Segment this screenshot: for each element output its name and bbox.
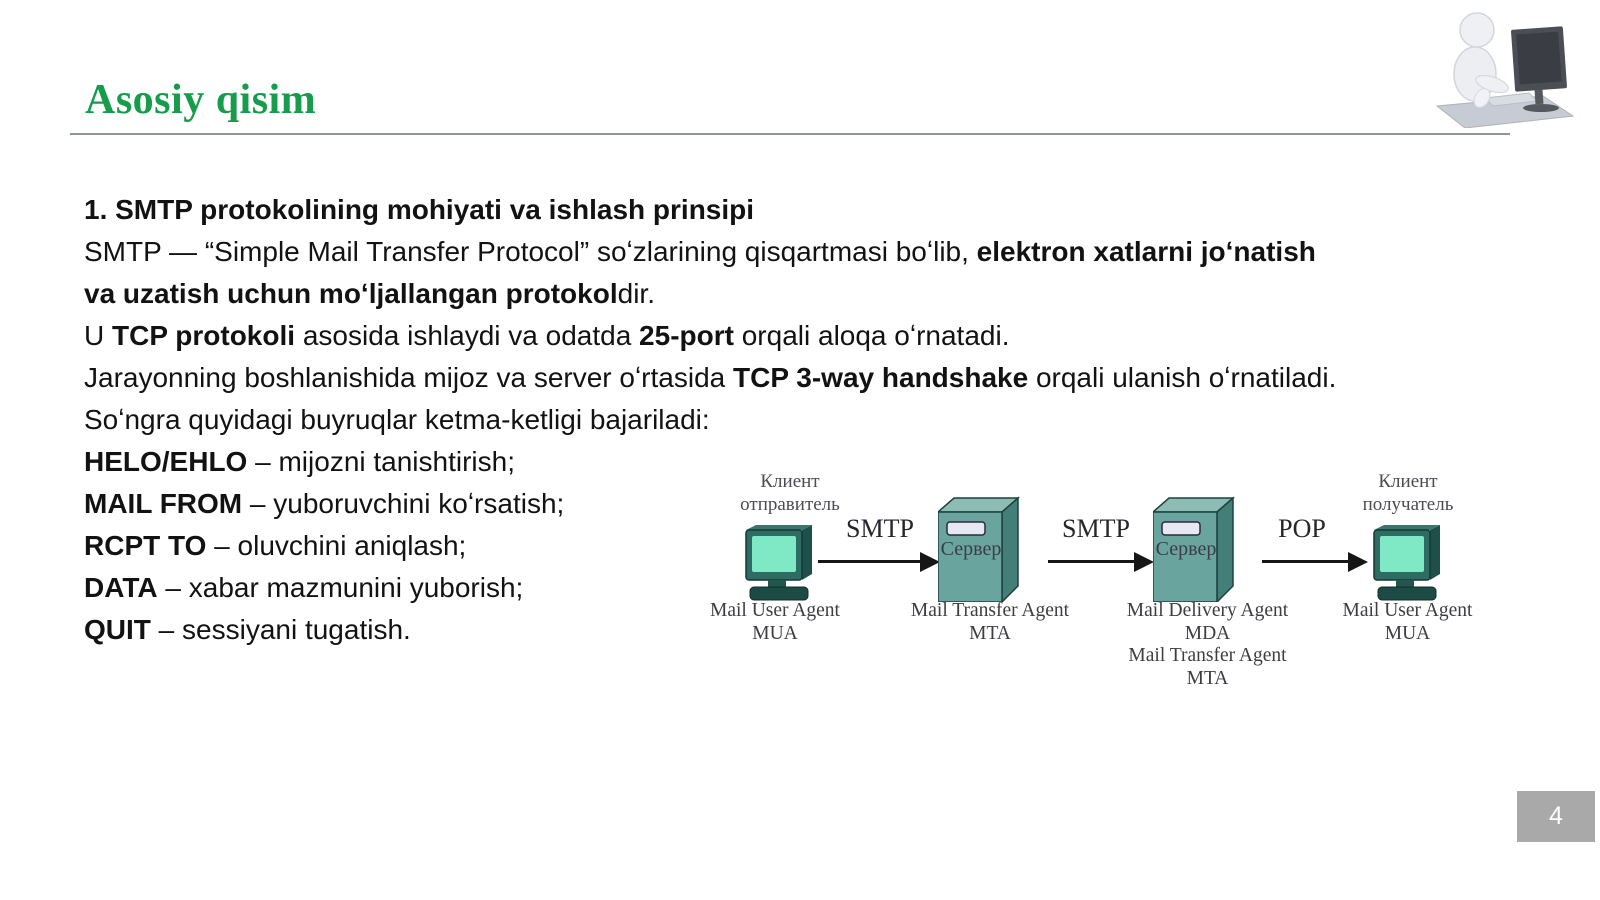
body-line (84, 399, 1336, 441)
server1-label: Сервер (940, 538, 1002, 560)
page-number: 4 (1549, 802, 1563, 830)
body-segment: orqali aloqa oʻrnatadi. (733, 320, 1010, 351)
person-at-computer-icon (1425, 2, 1575, 128)
caption-line: получатель (1362, 494, 1454, 515)
arrow1-smtp (818, 560, 920, 563)
caption-line: Клиент (1378, 471, 1438, 492)
body-text (84, 189, 1336, 651)
body-line (84, 273, 1336, 315)
body-segment-bold: TCP 3-way handshake (733, 362, 1029, 393)
caption-mua-receiver (1315, 600, 1500, 645)
body-segment-bold: TCP protokoli (112, 320, 296, 351)
body-segment: – oluvchini aniqlash; (206, 530, 467, 561)
caption-mta (890, 600, 1090, 645)
body-segment: Soʻngra quyidagi buyruqlar ketma-ketligi bajariladi: (84, 404, 710, 435)
body-segment-bold: 25-port (639, 320, 734, 351)
server2-icon (1153, 496, 1237, 602)
caption-line: Клиент (760, 471, 820, 492)
body-segment: – mijozni tanishtirish; (247, 446, 515, 477)
body-line (84, 189, 1336, 231)
body-segment: orqali ulanish oʻrnatiladi. (1028, 362, 1337, 393)
client-sender-label (700, 470, 880, 516)
computer-sender-icon (738, 522, 822, 606)
body-segment-bold: MAIL FROM (84, 488, 243, 519)
caption-mua-sender (685, 600, 865, 645)
body-segment: asosida ishlaydi va odatda (295, 320, 640, 351)
body-segment: – xabar mazmunini yuborish; (157, 572, 524, 603)
caption-line: Mail Transfer Agent (1128, 645, 1287, 666)
body-segment-bold: elektron xatlarni joʻnatish (976, 236, 1316, 267)
caption-line: Mail User Agent (710, 600, 840, 621)
body-segment: SMTP — “Simple Mail Transfer Protocol” soʻzlarining qisqartmasi boʻlib, (84, 236, 977, 267)
server1-icon (938, 496, 1022, 602)
arrow3-protocol-label: POP (1278, 514, 1326, 543)
arrow3-pop (1262, 560, 1348, 563)
body-line (84, 315, 1336, 357)
client-receiver-label (1318, 470, 1498, 516)
body-line (84, 357, 1336, 399)
body-segment: U (84, 320, 112, 351)
page-number-box (1517, 791, 1595, 842)
arrow1-protocol-label: SMTP (846, 514, 914, 543)
caption-line: MDA (1184, 622, 1231, 644)
body-segment: – sessiyani tugatish. (150, 614, 411, 645)
caption-line: MUA (1384, 622, 1431, 644)
body-segment-bold: va uzatish uchun moʻljallangan protokol (84, 278, 618, 309)
arrow2-smtp (1048, 560, 1134, 563)
title-divider-line (70, 133, 1510, 135)
caption-line: Mail Transfer Agent (910, 600, 1070, 621)
computer-receiver-icon (1366, 522, 1450, 606)
body-segment-bold: RCPT TO (84, 530, 207, 561)
body-segment: – yuboruvchini koʻrsatish; (242, 488, 565, 519)
caption-line: MTA (1186, 667, 1229, 689)
server2-label: Сервер (1155, 538, 1217, 560)
caption-mda-mta (1100, 600, 1315, 690)
body-line (84, 231, 1336, 273)
body-segment-bold: QUIT (84, 614, 151, 645)
body-segment-bold: HELO/EHLO (84, 446, 248, 477)
body-segment-bold: 1. SMTP protokolining mohiyati va ishlash prinsipi (84, 194, 755, 225)
caption-line: отправитель (740, 494, 840, 515)
caption-line: MTA (969, 622, 1011, 644)
caption-line: Mail User Agent (1342, 600, 1473, 621)
body-segment: Jarayonning boshlanishida mijoz va server oʻrtasida (84, 362, 734, 393)
page-title: Asosiy qisim (85, 77, 317, 123)
person-at-computer-image (1425, 2, 1575, 128)
caption-line: MUA (752, 622, 798, 644)
caption-line: Mail Delivery Agent (1126, 600, 1289, 621)
body-segment-bold: DATA (84, 572, 158, 603)
arrow2-protocol-label: SMTP (1062, 514, 1130, 543)
body-segment: dir. (617, 278, 655, 309)
